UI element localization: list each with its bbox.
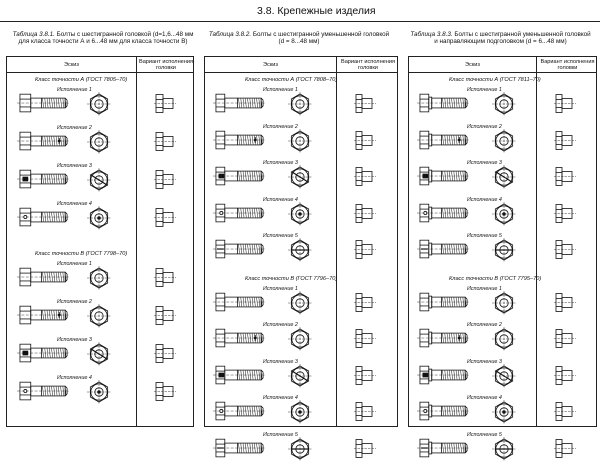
hex-head-view xyxy=(86,167,112,193)
execution-label: Исполнение 3 xyxy=(57,337,92,343)
bolt-side-view xyxy=(417,239,472,261)
table-header xyxy=(409,57,596,73)
hex-head-view xyxy=(491,201,517,227)
caption-line-2: (d = 8...48 мм) xyxy=(278,38,320,46)
caption-line-2: и направляющим подголовком (d = 6...48 мм) xyxy=(434,38,567,46)
head-variant-view xyxy=(154,305,176,327)
table-caption xyxy=(403,31,598,46)
hex-head-view xyxy=(491,363,517,389)
header-variant-line-2: головки xyxy=(156,65,176,71)
head-variant-view xyxy=(554,93,576,115)
head-variant-view xyxy=(354,130,376,152)
execution-label: Исполнение 2 xyxy=(263,123,298,130)
bolt-side-view xyxy=(417,365,472,387)
head-variant-view xyxy=(354,239,376,261)
bolt-side-view xyxy=(213,166,268,188)
head-variant-view xyxy=(554,328,576,350)
execution-label: Исполнение 3 xyxy=(467,160,502,166)
hex-head-view xyxy=(287,363,313,389)
bolt-side-view xyxy=(417,93,472,115)
hex-head-view xyxy=(491,91,517,117)
bolt-side-view xyxy=(17,343,72,365)
bolt-side-view xyxy=(213,203,268,225)
header-variant-line-1: Вариант исполнения xyxy=(138,59,194,65)
table-header xyxy=(7,57,193,73)
execution-label: Исполнение 3 xyxy=(467,358,502,365)
precision-class-label: Класс точности В (ГОСТ 7796–70) xyxy=(245,275,338,282)
hex-head-view xyxy=(86,379,112,405)
head-variant-view xyxy=(554,438,576,460)
execution-label: Исполнение 5 xyxy=(263,233,298,239)
execution-label: Исполнение 4 xyxy=(57,201,92,207)
hex-head-view xyxy=(491,128,517,154)
bolt-side-view xyxy=(213,292,268,314)
caption-line-2: для класса точности А и 6...48 мм для класса точности В) xyxy=(18,38,188,46)
execution-label: Исполнение 2 xyxy=(467,322,502,328)
execution-label: Исполнение 2 xyxy=(263,322,298,328)
head-variant-view xyxy=(554,203,576,225)
header-sketch-label: Эскиз xyxy=(263,62,278,68)
header-variant xyxy=(536,57,598,73)
header-sketch-label: Эскиз xyxy=(64,62,79,68)
execution-label: Исполнение 4 xyxy=(263,196,298,203)
head-variant-view xyxy=(554,166,576,188)
precision-class-label: Класс точности В (ГОСТ 7798–70) xyxy=(35,251,128,257)
header-variant-line-1: Вариант исполнения xyxy=(340,59,396,65)
head-variant-view xyxy=(154,343,176,365)
hex-head-view xyxy=(491,290,517,316)
precision-class-label: Класс точности В (ГОСТ 7795–70) xyxy=(449,275,542,282)
head-variant-view xyxy=(554,292,576,314)
bolt-side-view xyxy=(17,169,72,191)
head-variant-view xyxy=(154,93,176,115)
hex-head-view xyxy=(491,436,517,462)
execution-label: Исполнение 1 xyxy=(263,87,298,93)
caption-line-1 xyxy=(403,31,598,38)
header-variant-line-2: головки xyxy=(557,65,578,71)
hex-head-view xyxy=(491,237,517,263)
head-variant-view xyxy=(354,365,376,387)
hex-head-view xyxy=(86,205,112,231)
execution-label: Исполнение 1 xyxy=(57,87,92,93)
caption-text: Болты с шестигранной уменьшенной головкой xyxy=(452,31,591,38)
bolt-side-view xyxy=(417,328,472,350)
bolt-side-view xyxy=(17,305,72,327)
execution-label: Исполнение 2 xyxy=(467,123,502,130)
bolt-side-view xyxy=(417,166,472,188)
header-sketch-label: Эскиз xyxy=(465,62,480,68)
caption-text: Болты с шестигранной уменьшенной головкой xyxy=(251,31,390,38)
column-divider xyxy=(136,73,137,426)
caption-line-1 xyxy=(200,31,398,38)
header-sketch xyxy=(7,57,136,73)
execution-label: Исполнение 4 xyxy=(263,395,298,401)
bolt-side-view xyxy=(17,93,72,115)
hex-head-view xyxy=(86,91,112,117)
execution-label: Исполнение 4 xyxy=(467,395,502,401)
page-header xyxy=(0,0,600,22)
execution-label: Исполнение 5 xyxy=(467,431,502,438)
page-title: 3.8. Крепежные изделия xyxy=(257,5,376,17)
execution-label: Исполнение 2 xyxy=(57,299,92,305)
execution-label: Исполнение 5 xyxy=(467,233,502,239)
hex-head-view xyxy=(491,399,517,425)
hex-head-view xyxy=(86,265,112,291)
execution-label: Исполнение 3 xyxy=(263,358,298,365)
table-caption xyxy=(200,31,398,46)
execution-label: Исполнение 4 xyxy=(467,196,502,203)
column-divider xyxy=(336,73,337,426)
hex-head-view xyxy=(287,164,313,190)
header-variant-line-1: Вариант исполнения xyxy=(540,59,595,65)
head-variant-view xyxy=(354,328,376,350)
hex-head-view xyxy=(491,164,517,190)
head-variant-view xyxy=(354,203,376,225)
head-variant-view xyxy=(354,166,376,188)
header-variant-line-2: головки xyxy=(358,65,378,71)
bolt-side-view xyxy=(17,381,72,403)
execution-label: Исполнение 5 xyxy=(263,431,298,438)
hex-head-view xyxy=(86,341,112,367)
head-variant-view xyxy=(154,381,176,403)
hex-head-view xyxy=(287,326,313,352)
head-variant-view xyxy=(554,401,576,423)
head-variant-view xyxy=(554,239,576,261)
table-caption xyxy=(8,31,198,46)
bolt-side-view xyxy=(17,131,72,153)
head-variant-view xyxy=(154,169,176,191)
bolt-side-view xyxy=(417,130,472,152)
head-variant-view xyxy=(154,267,176,289)
bolt-side-view xyxy=(213,93,268,115)
precision-class-label: Класс точности А (ГОСТ 7805–70) xyxy=(35,77,128,83)
column-divider xyxy=(536,73,537,426)
execution-label: Исполнение 1 xyxy=(467,285,502,292)
caption-label: Таблица 3.8.3. xyxy=(410,31,453,38)
execution-label: Исполнение 1 xyxy=(263,285,298,292)
caption-label: Таблица 3.8.2. xyxy=(208,31,252,38)
hex-head-view xyxy=(491,326,517,352)
hex-head-view xyxy=(86,303,112,329)
header-variant xyxy=(136,57,195,73)
bolt-side-view xyxy=(417,203,472,225)
execution-label: Исполнение 3 xyxy=(263,160,298,166)
caption-text: Болты с шестигранной головкой (d=1,6...48 мм xyxy=(54,31,194,38)
bolt-side-view xyxy=(213,328,268,350)
bolt-side-view xyxy=(213,365,268,387)
head-variant-view xyxy=(354,93,376,115)
hex-head-view xyxy=(287,201,313,227)
head-variant-view xyxy=(554,130,576,152)
bolt-side-view xyxy=(213,130,268,152)
execution-label: Исполнение 4 xyxy=(57,375,92,381)
head-variant-view xyxy=(354,401,376,423)
hex-head-view xyxy=(287,436,313,462)
head-variant-view xyxy=(354,292,376,314)
hex-head-view xyxy=(287,237,313,263)
precision-class-label: Класс точности А (ГОСТ 7811–70) xyxy=(449,77,541,83)
bolt-table xyxy=(408,56,597,438)
execution-label: Исполнение 2 xyxy=(57,125,92,131)
bolt-side-view xyxy=(417,292,472,314)
execution-label: Исполнение 1 xyxy=(57,261,92,267)
bolt-table xyxy=(6,56,194,427)
head-variant-view xyxy=(354,438,376,460)
hex-head-view xyxy=(86,129,112,155)
hex-head-view xyxy=(287,91,313,117)
head-variant-view xyxy=(554,365,576,387)
bolt-side-view xyxy=(213,401,268,423)
precision-class-label: Класс точности А (ГОСТ 7808–70) xyxy=(245,77,338,83)
hex-head-view xyxy=(287,128,313,154)
bolt-table xyxy=(204,56,398,438)
bolt-side-view xyxy=(417,438,472,460)
hex-head-view xyxy=(287,290,313,316)
header-variant xyxy=(336,57,399,73)
header-sketch xyxy=(409,57,536,73)
bolt-side-view xyxy=(213,239,268,261)
bolt-side-view xyxy=(17,207,72,229)
head-variant-view xyxy=(154,207,176,229)
caption-label: Таблица 3.8.1. xyxy=(12,31,55,38)
execution-label: Исполнение 3 xyxy=(57,163,92,169)
execution-label: Исполнение 1 xyxy=(467,87,502,93)
bolt-side-view xyxy=(417,401,472,423)
header-sketch xyxy=(205,57,336,73)
caption-line-1 xyxy=(8,31,198,38)
bolt-side-view xyxy=(17,267,72,289)
table-header xyxy=(205,57,397,73)
head-variant-view xyxy=(154,131,176,153)
bolt-side-view xyxy=(213,438,268,460)
hex-head-view xyxy=(287,399,313,425)
